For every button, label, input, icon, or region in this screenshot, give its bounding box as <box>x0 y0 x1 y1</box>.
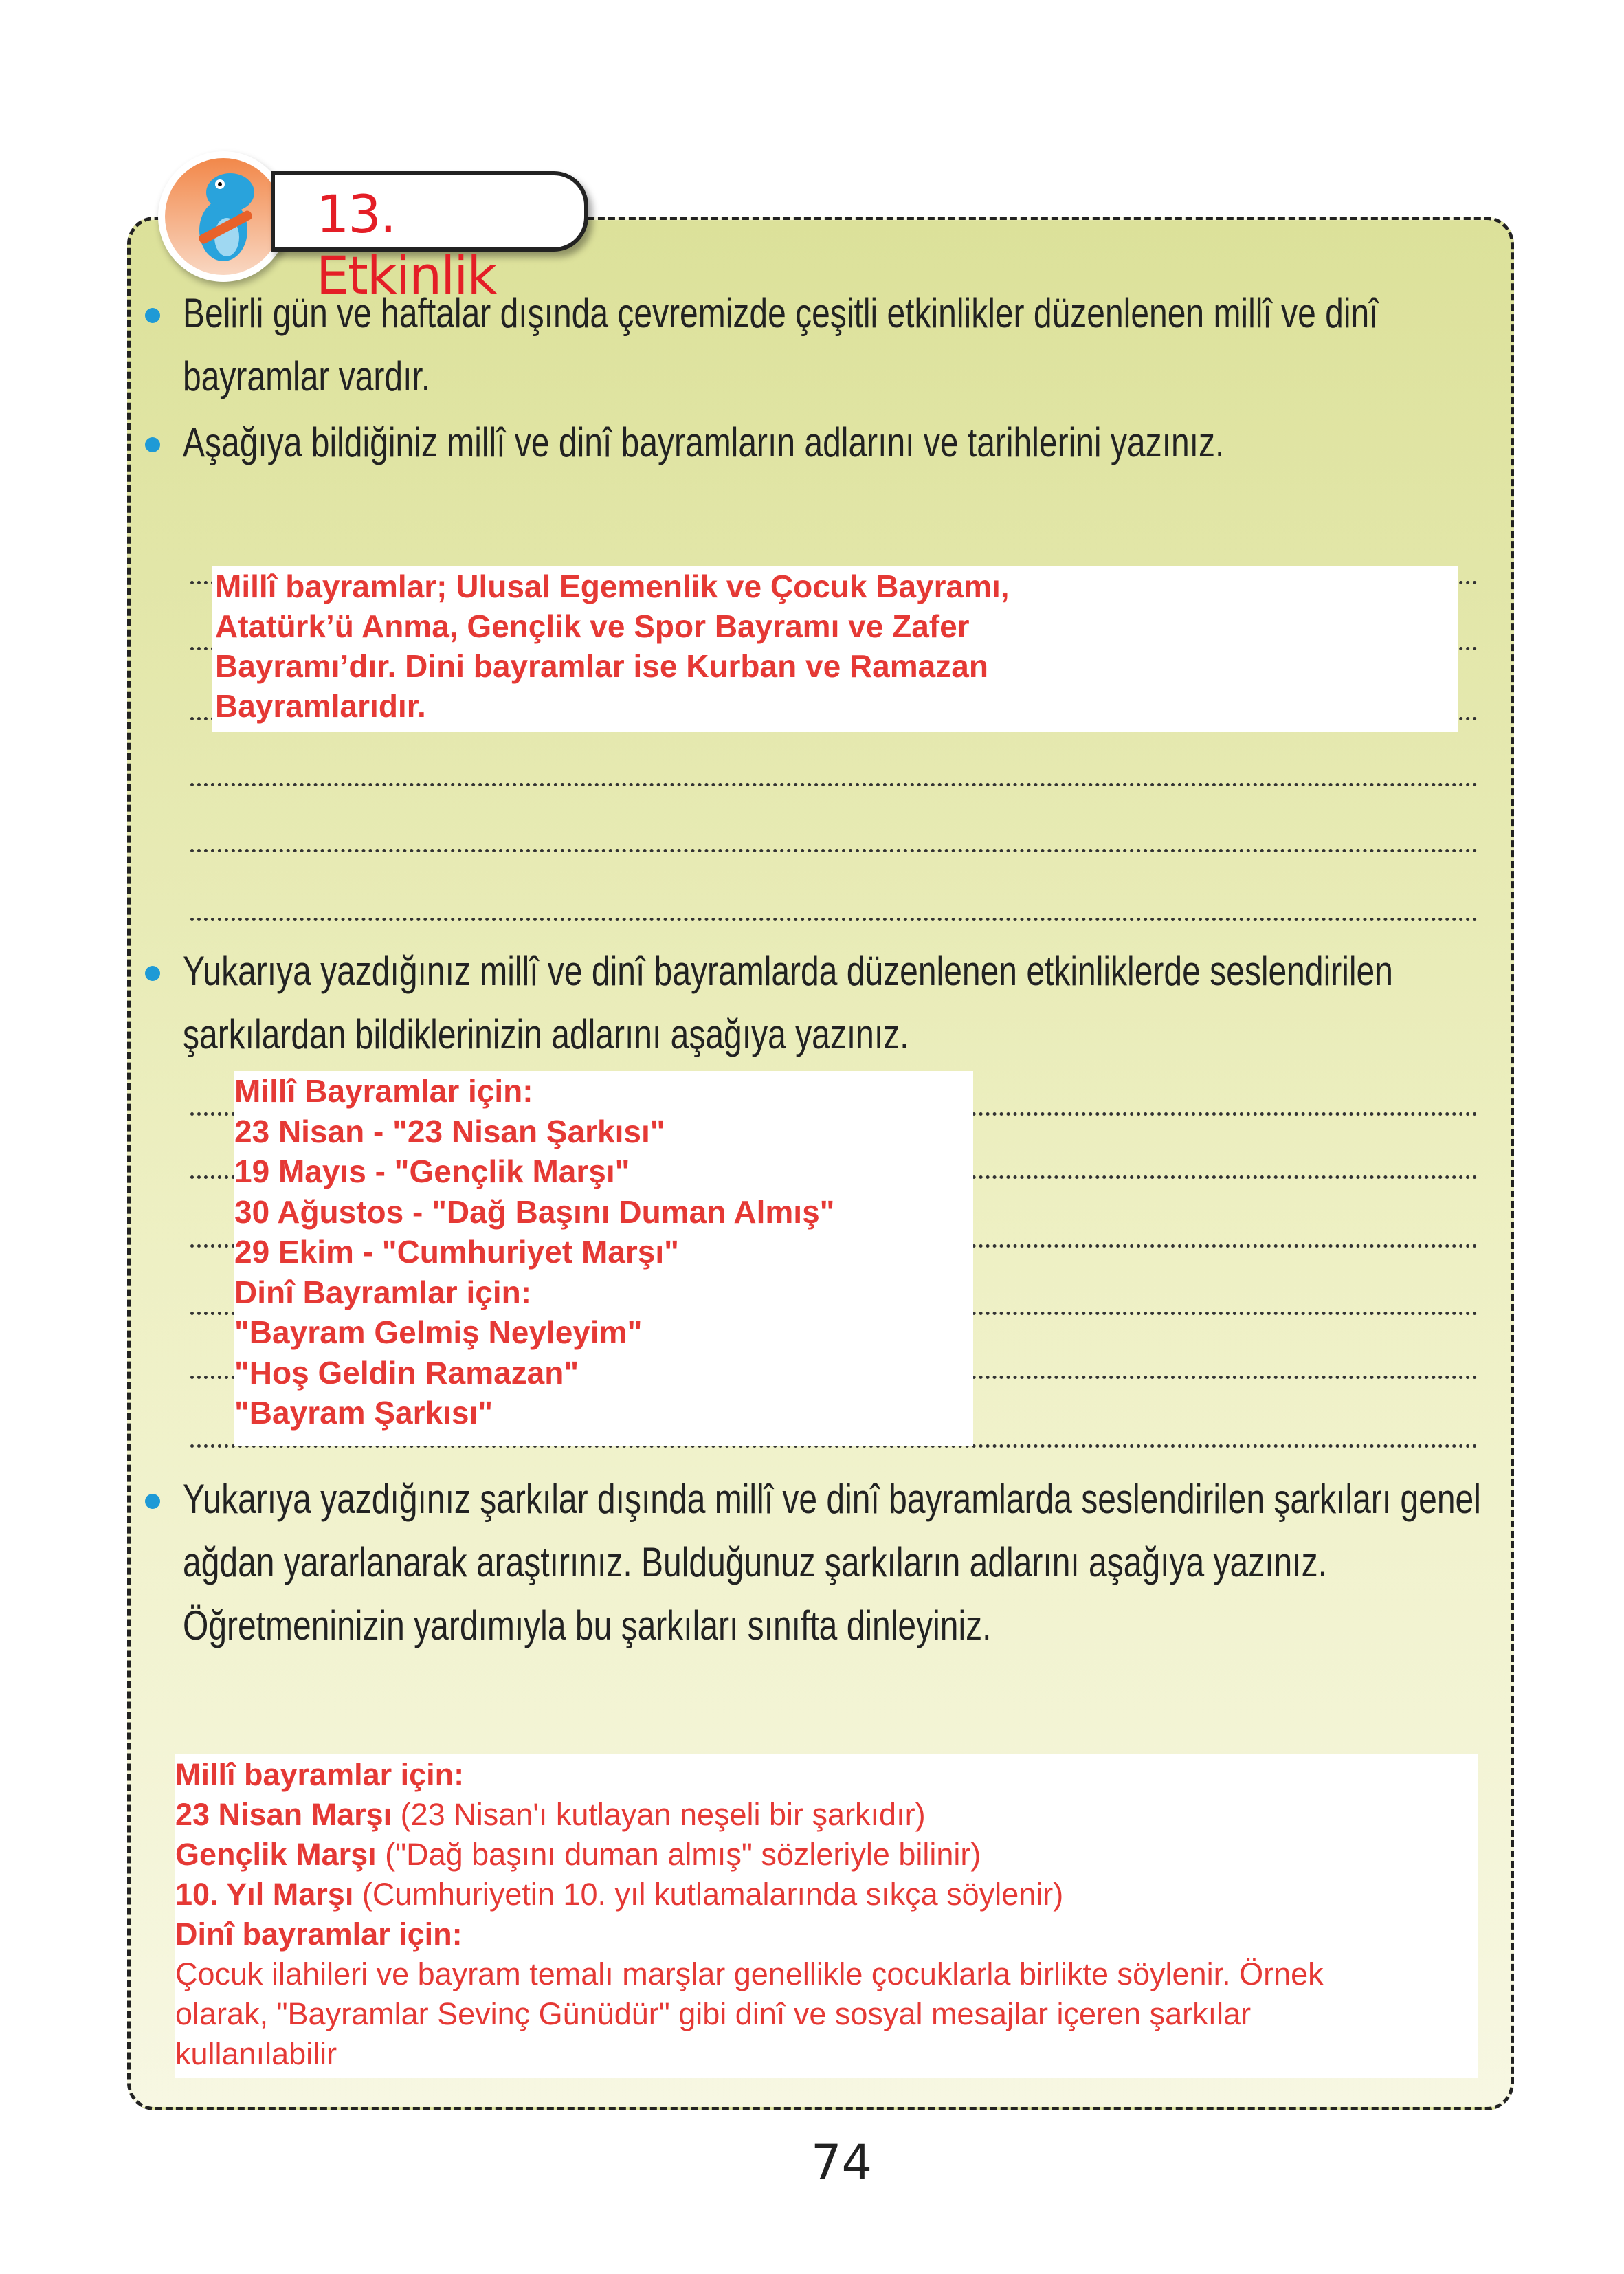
answer-2-line: 23 Nisan - "23 Nisan Şarkısı" <box>234 1113 665 1149</box>
instruction-4: Yukarıya yazdığınız şarkılar dışında millî ve dinî bayramlarda seslendirilen şarkıları genel ağdan yararlanarak araştırınız. Bulduğunuz şarkıların adlarını aşağıya yazınız. Öğretmeninizin yardımıyla bu şarkıları sınıfta dinleyiniz. <box>183 1476 1481 1648</box>
answer-1 <box>212 566 1458 732</box>
answer-2-line: "Bayram Gelmiş Neyleyim" <box>234 1314 643 1350</box>
answer-2-line: Dinî Bayramlar için: <box>234 1274 532 1310</box>
answer-2-line: "Bayram Şarkısı" <box>234 1395 493 1431</box>
song-item <box>175 1875 1478 1914</box>
answer-2-line: 29 Ekim - "Cumhuriyet Marşı" <box>234 1234 679 1270</box>
song-note: (Cumhuriyetin 10. yıl kutlamalarında sıkça söylenir) <box>353 1877 1064 1912</box>
bullet-icon <box>145 308 160 323</box>
answer-2-line: 19 Mayıs - "Gençlik Marşı" <box>234 1153 630 1189</box>
answer-3-line: Çocuk ilahileri ve bayram temalı marşlar genellikle çocuklarla birlikte söylenir. Örnek <box>175 1956 1324 1991</box>
song-name: 10. Yıl Marşı <box>175 1877 354 1912</box>
song-note: ("Dağ başını duman almış" sözleriyle bilinir) <box>376 1837 981 1872</box>
answer-3-heading: Dinî bayramlar için: <box>175 1917 463 1952</box>
answer-1-line: Bayramlarıdır. <box>215 688 426 724</box>
song-name: 23 Nisan Marşı <box>175 1797 392 1832</box>
song-name: Gençlik Marşı <box>175 1837 377 1872</box>
answer-1-line: Bayramı’dır. Dini bayramlar ise Kurban ve Ramazan <box>215 648 988 684</box>
answer-1-line: Millî bayramlar; Ulusal Egemenlik ve Çocuk Bayramı, <box>215 568 1010 604</box>
answer-2 <box>234 1071 973 1446</box>
bullet-icon <box>145 437 160 452</box>
answer-3-line: olarak, "Bayramlar Sevinç Günüdür" gibi dinî ve sosyal mesajlar içeren şarkılar <box>175 1996 1252 2031</box>
answer-3-line: kullanılabilir <box>175 2036 337 2071</box>
instruction-2: Aşağıya bildiğiniz millî ve dinî bayramların adlarını ve tarihlerini yazınız. <box>183 419 1225 465</box>
answer-2-line: Millî Bayramlar için: <box>234 1073 533 1109</box>
bullet-icon <box>145 1494 160 1509</box>
activity-title <box>271 171 588 306</box>
page-number: 74 <box>811 2134 873 2191</box>
answer-line <box>190 849 1478 852</box>
instruction-3: Yukarıya yazdığınız millî ve dinî bayramlarda düzenlenen etkinliklerde seslendirilen şarkılardan bildiklerinizin adlarını aşağıya yazınız. <box>183 948 1393 1057</box>
answer-3-heading: Millî bayramlar için: <box>175 1757 465 1792</box>
answer-line <box>190 918 1478 921</box>
activity-title-text: 13. Etkinlik <box>316 184 496 306</box>
song-item <box>175 1795 1478 1835</box>
answer-1-line: Atatürk’ü Anma, Gençlik ve Spor Bayramı ve Zafer <box>215 608 970 644</box>
instruction-1: Belirli gün ve haftalar dışında çevremizde çeşitli etkinlikler düzenlenen millî ve dinî bayramlar vardır. <box>183 290 1379 399</box>
answer-3 <box>175 1754 1478 2078</box>
song-item <box>175 1835 1478 1875</box>
answer-line <box>190 783 1478 786</box>
dinosaur-mascot-icon <box>158 151 289 282</box>
bullet-icon <box>145 966 160 981</box>
answer-2-line: "Hoş Geldin Ramazan" <box>234 1354 579 1391</box>
song-note: (23 Nisan'ı kutlayan neşeli bir şarkıdır) <box>392 1797 926 1832</box>
answer-2-line: 30 Ağustos - "Dağ Başını Duman Almış" <box>234 1193 835 1230</box>
